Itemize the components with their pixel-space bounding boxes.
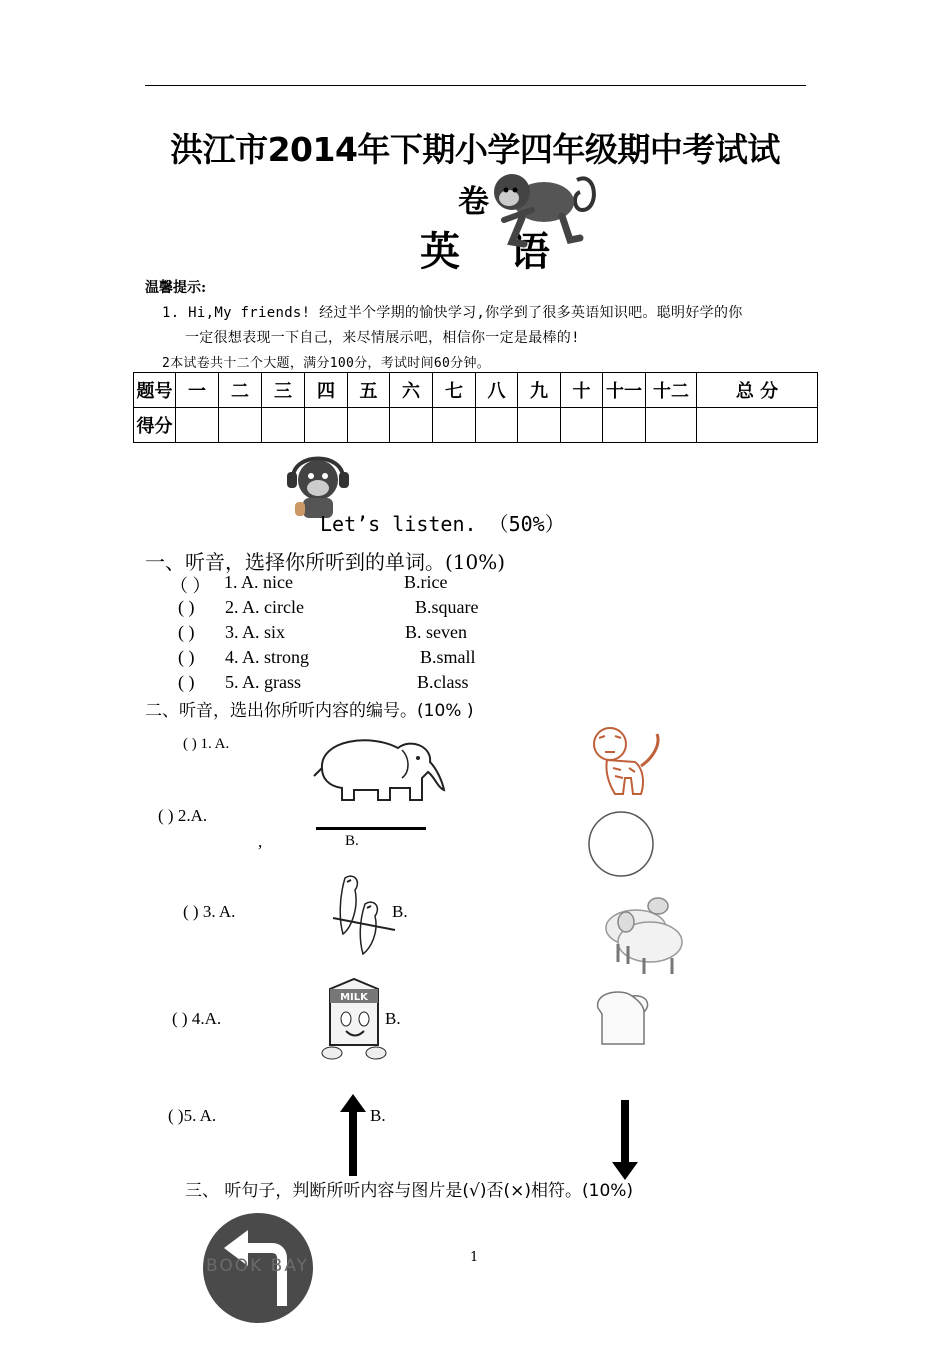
table-cell: 总 分: [697, 373, 818, 408]
table-cell: 十: [561, 373, 603, 408]
score-entry-cell[interactable]: [390, 408, 433, 443]
score-entry-cell[interactable]: [646, 408, 697, 443]
tiger-picture: [585, 722, 670, 802]
tips-heading: 温馨提示:: [145, 280, 207, 296]
score-table: [133, 372, 818, 443]
bread-picture: [592, 986, 654, 1048]
answer-paren[interactable]: ( ): [178, 672, 195, 692]
table-cell: 五: [348, 373, 390, 408]
table-cell: 题号: [134, 373, 176, 408]
option-b-label: B.: [392, 902, 408, 921]
score-entry-cell[interactable]: [219, 408, 262, 443]
score-table-header-row: [134, 373, 818, 408]
tips-line-2: 一定很想表现一下自己，来尽情展示吧，相信你一定是最棒的!: [185, 330, 580, 346]
question-number[interactable]: ( ) 4.A.: [172, 1009, 222, 1028]
option-b-label: B.: [385, 1009, 401, 1028]
down-arrow-icon: [612, 1100, 638, 1180]
table-cell: 九: [518, 373, 561, 408]
stray-comma: ,: [258, 832, 263, 851]
question-number[interactable]: ( ) 3. A.: [183, 902, 236, 921]
option-a: 2. A. circle: [225, 597, 304, 617]
table-cell: 七: [433, 373, 476, 408]
sheep-picture: [588, 888, 690, 978]
monkey-illustration: [482, 150, 602, 250]
score-entry-cell[interactable]: [176, 408, 219, 443]
exam-title-continued: 卷: [458, 184, 489, 220]
answer-paren[interactable]: ( ): [178, 622, 195, 642]
score-entry-cell[interactable]: [518, 408, 561, 443]
listening-part-title: Let’s listen. （50%）: [320, 512, 565, 536]
elephant-picture: [310, 728, 450, 808]
up-arrow-icon: [340, 1094, 366, 1176]
score-entry-cell[interactable]: [305, 408, 348, 443]
question-number[interactable]: ( )5. A.: [168, 1106, 217, 1125]
answer-paren[interactable]: ( ): [178, 647, 195, 667]
table-cell: 得分: [134, 408, 176, 443]
table-cell: 三: [262, 373, 305, 408]
svg-text:MILK: MILK: [340, 992, 368, 1003]
answer-paren[interactable]: （ ）: [170, 576, 211, 596]
tips-line-3: 2本试卷共十二个大题，满分100分，考试时间60分钟。: [162, 356, 491, 371]
table-cell: 十一: [603, 373, 646, 408]
option-a: 4. A. strong: [225, 647, 310, 667]
underline-bar: [316, 827, 426, 830]
score-table-score-row: [134, 408, 818, 443]
question-number[interactable]: ( ) 1. A.: [183, 736, 230, 752]
question-number[interactable]: ( ) 2.A.: [158, 806, 208, 825]
circle-picture: [586, 809, 656, 879]
score-entry-cell[interactable]: [603, 408, 646, 443]
tips-line-1: 1. Hi,My friends! 经过半个学期的愉快学习,你学到了很多英语知识吧。聪明好学的你: [162, 305, 743, 321]
subject-title: 英 语: [420, 228, 568, 275]
section-3-title: 三、 听句子，判断所听内容与图片是(√)否(×)相符。(10%): [185, 1181, 634, 1201]
table-cell: 四: [305, 373, 348, 408]
score-entry-cell[interactable]: [697, 408, 818, 443]
table-cell: 一: [176, 373, 219, 408]
option-b: B.rice: [404, 572, 448, 592]
score-entry-cell[interactable]: [476, 408, 518, 443]
score-entry-cell[interactable]: [262, 408, 305, 443]
table-cell: 十二: [646, 373, 697, 408]
section-1-title: 一、听音，选择你所听到的单词。(10%): [145, 550, 506, 574]
option-a: 3. A. six: [225, 622, 286, 642]
option-b-label: B.: [345, 833, 359, 849]
top-rule: [145, 85, 806, 86]
option-b: B.small: [420, 647, 476, 667]
option-b: B.class: [417, 672, 469, 692]
page-number: 1: [470, 1250, 479, 1265]
watermark-text: BOOK BAY: [206, 1256, 310, 1276]
milk-carton-picture: [318, 975, 390, 1065]
option-a: 1. A. nice: [224, 572, 293, 592]
table-cell: 六: [390, 373, 433, 408]
table-cell: 八: [476, 373, 518, 408]
option-a: 5. A. grass: [225, 672, 301, 692]
score-entry-cell[interactable]: [348, 408, 390, 443]
option-b: B.square: [415, 597, 479, 617]
section-2-title: 二、听音，选出你所听内容的编号。(10% ): [145, 701, 474, 721]
option-b: B. seven: [405, 622, 467, 642]
score-entry-cell[interactable]: [433, 408, 476, 443]
answer-paren[interactable]: ( ): [178, 597, 195, 617]
exam-title: 洪江市2014年下期小学四年级期中考试试: [170, 130, 780, 169]
parrots-picture: [325, 868, 405, 968]
score-entry-cell[interactable]: [561, 408, 603, 443]
table-cell: 二: [219, 373, 262, 408]
option-b-label: B.: [370, 1106, 386, 1125]
